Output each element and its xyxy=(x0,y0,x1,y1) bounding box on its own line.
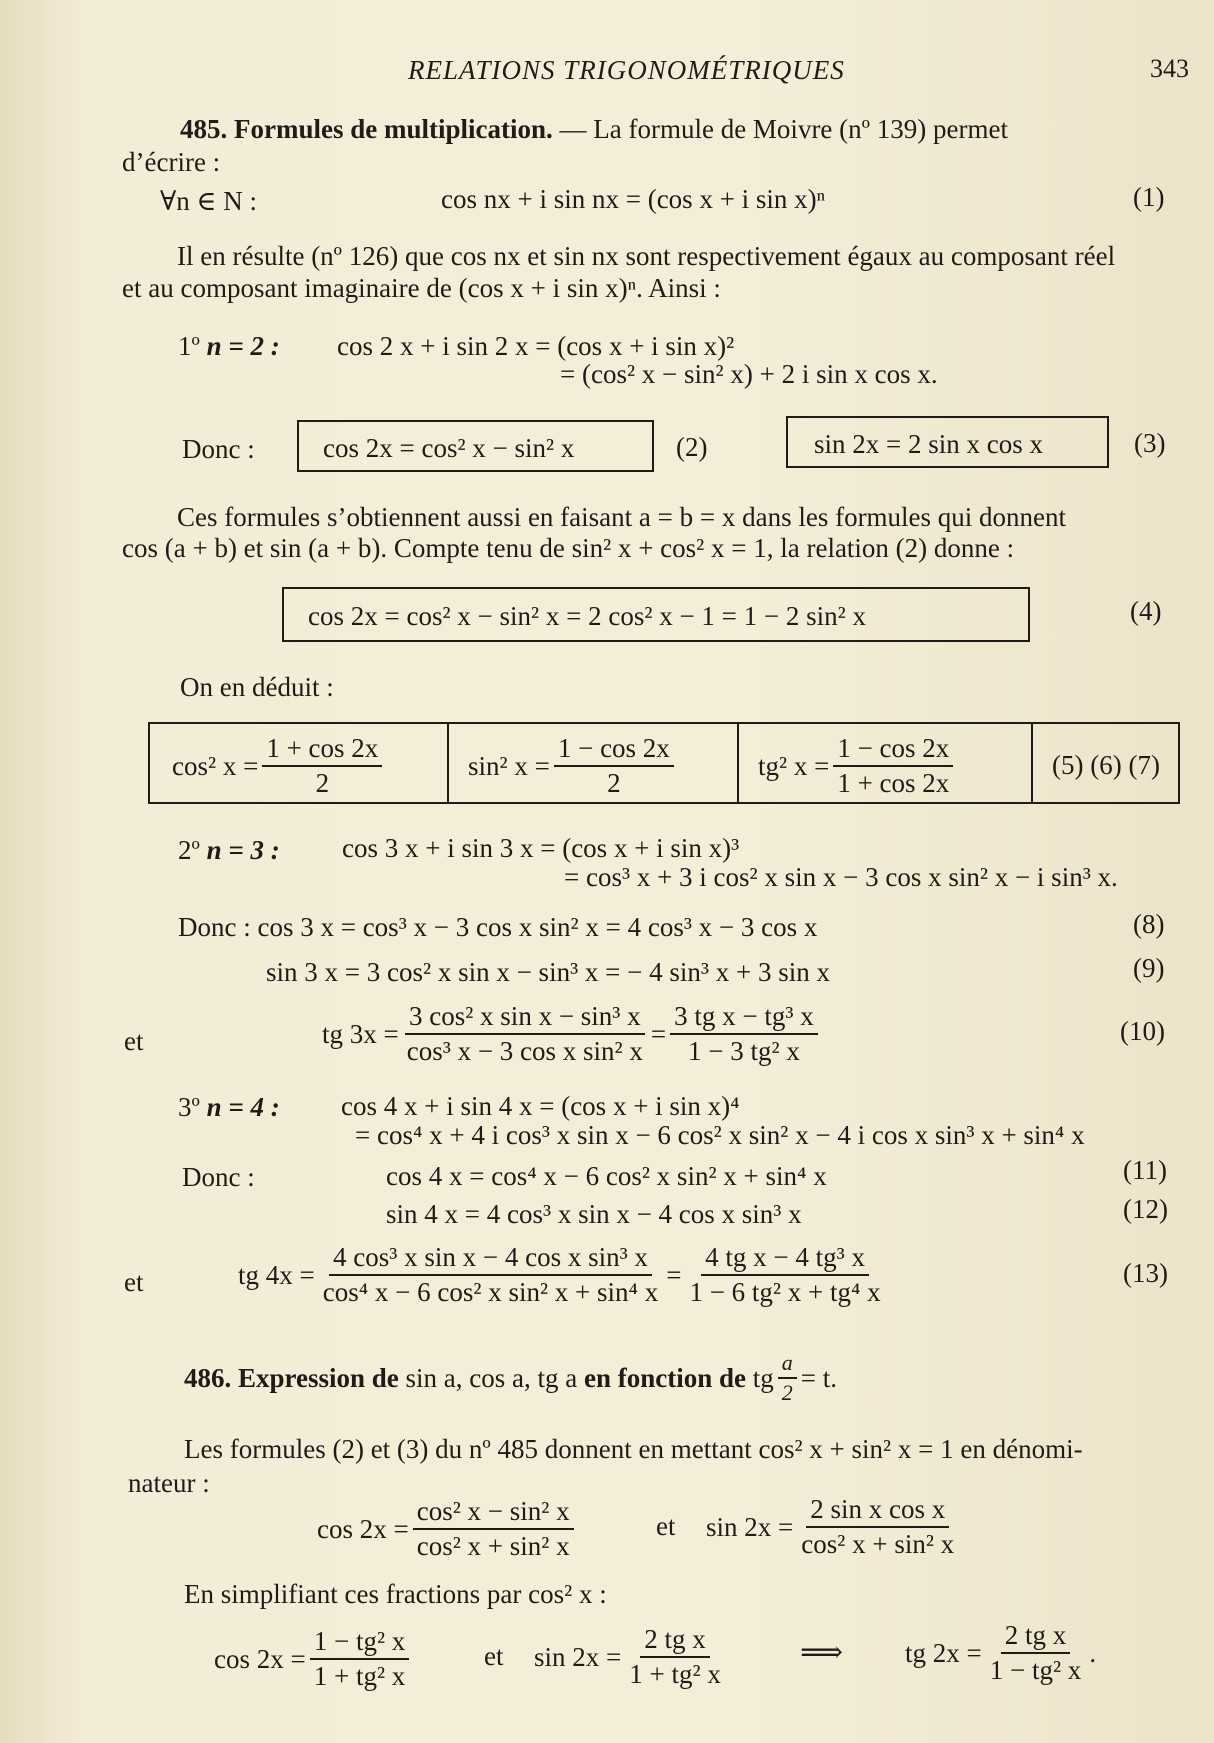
moivre-formula: cos nx + i sin nx = (cos x + i sin x)ⁿ xyxy=(441,184,826,214)
formula-13 xyxy=(238,1242,889,1308)
formula-6-fraction xyxy=(554,735,674,797)
fraction xyxy=(625,1626,725,1688)
n2-line-1: cos 2 x + i sin 2 x = (cos x + i sin x)² xyxy=(337,331,735,361)
denominator: 1 + tg² x xyxy=(313,1661,406,1691)
formula-5 xyxy=(172,733,386,798)
formula-11: cos 4 x = cos⁴ x − 6 cos² x sin² x + sin⁴ x xyxy=(386,1161,827,1191)
denominator: 1 − tg² x xyxy=(989,1655,1082,1685)
numerator: 1 + cos 2x xyxy=(262,735,382,767)
fraction xyxy=(797,1496,958,1558)
denominator: cos² x + sin² x xyxy=(416,1531,570,1561)
formula-box-2 xyxy=(297,420,654,472)
equals-sign: = xyxy=(650,1018,667,1049)
n4-line-2: = cos⁴ x + 4 i cos³ x sin x − 6 cos² x sin² x − 4 i cos x sin³ x + sin⁴ x xyxy=(355,1120,1085,1150)
case-n2-label xyxy=(178,333,280,360)
denominator: 1 − 6 tg² x + tg⁴ x xyxy=(689,1277,881,1307)
denominator: 2 xyxy=(781,1380,793,1405)
formula-8: Donc : cos 3 x = cos³ x − 3 cos x sin² x = 4 cos³ x − 3 cos x xyxy=(178,912,818,942)
formula-box-5-6-7 xyxy=(148,722,1180,804)
equation-number-4: (4) xyxy=(1130,596,1162,626)
paragraph-1-line-1: Il en résulte (nº 126) que cos nx et sin nx sont respectivement égaux au composant réel xyxy=(177,241,1116,271)
denominator: cos⁴ x − 6 cos² x sin² x + sin⁴ x xyxy=(322,1277,659,1307)
simplify-text: En simplifiant ces fractions par cos² x : xyxy=(184,1579,607,1609)
numerator: 4 cos³ x sin x − 4 cos x sin³ x xyxy=(329,1244,652,1276)
et-label-4: et xyxy=(484,1641,504,1671)
numerator: 4 tg x − 4 tg³ x xyxy=(701,1244,869,1276)
n3-line-2: = cos³ x + 3 i cos² x sin x − 3 cos x sin² x − i sin³ x. xyxy=(564,862,1118,892)
case-n-value: n = 3 : xyxy=(206,835,280,865)
formula-box-3 xyxy=(786,416,1109,468)
formula-6 xyxy=(468,733,678,798)
formula-7-fraction xyxy=(833,735,953,797)
n3-line-1: cos 3 x + i sin 3 x = (cos x + i sin x)³ xyxy=(342,833,740,863)
numerator: 3 tg x − tg³ x xyxy=(670,1003,818,1035)
section-number: 486. xyxy=(184,1362,232,1393)
lhs: cos 2x = xyxy=(317,1513,409,1544)
case-number: 2º xyxy=(178,835,200,865)
half-a-fraction xyxy=(778,1352,797,1404)
paragraph-1-line-2: et au composant imaginaire de (cos x + i sin x)ⁿ. Ainsi : xyxy=(122,273,721,303)
numerator: 1 − cos 2x xyxy=(833,735,953,767)
intro-text: — La formule de Moivre (nº 139) permet xyxy=(559,114,1008,144)
period: . xyxy=(1089,1637,1097,1668)
formula-13-fraction-2 xyxy=(685,1244,884,1306)
fraction xyxy=(986,1622,1086,1684)
donc-label: Donc : xyxy=(182,434,255,464)
case-number: 3º xyxy=(178,1092,200,1122)
donc-label-2: Donc : xyxy=(182,1162,255,1192)
numerator: 2 tg x xyxy=(1001,1622,1071,1654)
equation-number-9: (9) xyxy=(1133,953,1165,983)
denominator: 2 xyxy=(607,768,621,798)
cos-2x-tan-formula xyxy=(214,1626,413,1692)
formula-7-lhs: tg² x = xyxy=(758,750,830,781)
equation-number-12: (12) xyxy=(1123,1194,1168,1224)
section-title-part: Expression de xyxy=(238,1362,399,1393)
case-n3-label xyxy=(178,837,280,864)
lhs: sin 2x = xyxy=(534,1641,622,1672)
equation-number-3: (3) xyxy=(1134,428,1166,458)
486-paragraph-line-2: nateur : xyxy=(128,1468,210,1498)
tg-2x-formula xyxy=(905,1620,1096,1686)
box-divider xyxy=(447,724,449,802)
equation-number-1: (1) xyxy=(1133,182,1165,212)
denominator: 1 − 3 tg² x xyxy=(688,1036,800,1066)
case-number: 1º xyxy=(178,331,200,361)
lhs: cos 2x = xyxy=(214,1643,306,1674)
section-title-part: = t. xyxy=(800,1362,837,1393)
denominator: cos³ x − 3 cos x sin² x xyxy=(406,1036,643,1066)
formula-13-lhs: tg 4x = xyxy=(238,1259,315,1290)
equation-number-13: (13) xyxy=(1123,1258,1168,1288)
formula-13-fraction-1 xyxy=(319,1244,662,1306)
formula-10-fraction-2 xyxy=(670,1003,818,1065)
n4-line-1: cos 4 x + i sin 4 x = (cos x + i sin x)⁴ xyxy=(341,1091,740,1121)
formula-7 xyxy=(758,733,957,798)
case-n-value: n = 4 : xyxy=(206,1092,280,1122)
numerator: 1 − tg² x xyxy=(310,1628,410,1660)
fraction xyxy=(310,1628,410,1690)
et-label-3: et xyxy=(656,1511,676,1541)
case-n4-label xyxy=(178,1094,280,1121)
formula-10-fraction-1 xyxy=(403,1003,647,1065)
section-number: 485. xyxy=(180,114,228,144)
equation-number-5-6-7: (5) (6) (7) xyxy=(1052,750,1160,780)
lhs: sin 2x = xyxy=(706,1511,794,1542)
denominator: 1 + cos 2x xyxy=(837,768,950,798)
formula-10-lhs: tg 3x = xyxy=(322,1018,399,1049)
numerator: 1 − cos 2x xyxy=(554,735,674,767)
paragraph-2-line-1: Ces formules s’obtiennent aussi en faisant a = b = x dans les formules qui donnent xyxy=(177,502,1067,532)
section-title: Formules de multiplication. xyxy=(234,114,553,144)
formula-3: sin 2x = 2 sin x cos x xyxy=(814,429,1043,459)
equation-number-8: (8) xyxy=(1133,909,1165,939)
formula-5-fraction xyxy=(262,735,382,797)
numerator: cos² x − sin² x xyxy=(413,1498,574,1530)
formula-6-lhs: sin² x = xyxy=(468,750,550,781)
denominator: 2 xyxy=(315,768,330,798)
box-divider xyxy=(1031,724,1033,802)
implies-arrow: ⟹ xyxy=(800,1636,844,1669)
paragraph-2-line-2: cos (a + b) et sin (a + b). Compte tenu de sin² x + cos² x = 1, la relation (2) donne : xyxy=(122,533,1015,563)
formula-4: cos 2x = cos² x − sin² x = 2 cos² x − 1 = 1 − 2 sin² x xyxy=(308,601,866,631)
formula-12: sin 4 x = 4 cos³ x sin x − 4 cos x sin³ x xyxy=(386,1199,802,1229)
numerator: 2 sin x cos x xyxy=(806,1496,949,1528)
formula-box-4 xyxy=(282,587,1030,642)
on-en-deduit: On en déduit : xyxy=(180,672,334,702)
box-divider xyxy=(737,724,739,802)
page-number: 343 xyxy=(1150,54,1189,83)
sin-2x-quotient xyxy=(706,1494,962,1560)
section-485-heading xyxy=(180,116,1008,143)
formula-5-lhs: cos² x = xyxy=(172,750,259,781)
section-title-part: tg xyxy=(752,1362,774,1393)
equation-number-10: (10) xyxy=(1120,1016,1165,1046)
section-title-part: sin a, cos a, tg a xyxy=(405,1362,578,1393)
n2-line-2: = (cos² x − sin² x) + 2 i sin x cos x. xyxy=(560,359,938,389)
denominator: cos² x + sin² x xyxy=(801,1529,955,1559)
section-486-heading xyxy=(184,1350,837,1405)
et-label-2: et xyxy=(124,1267,144,1297)
numerator: 2 tg x xyxy=(640,1626,710,1658)
numerator: a xyxy=(778,1352,797,1379)
forall-n: ∀n ∈ N : xyxy=(160,186,258,216)
formula-10 xyxy=(322,1001,822,1067)
running-title: RELATIONS TRIGONOMÉTRIQUES xyxy=(408,55,845,85)
case-n-value: n = 2 : xyxy=(206,331,280,361)
numerator: 3 cos² x sin x − sin³ x xyxy=(405,1003,645,1035)
lhs: tg 2x = xyxy=(905,1637,982,1668)
cos-2x-quotient xyxy=(317,1496,578,1562)
intro-line-2: d’écrire : xyxy=(122,147,221,177)
equation-number-2: (2) xyxy=(676,432,708,462)
486-paragraph-line-1: Les formules (2) et (3) du nº 485 donnent en mettant cos² x + sin² x = 1 en dénomi- xyxy=(184,1434,1083,1464)
section-title-part: en fonction de xyxy=(584,1362,746,1393)
formula-9: sin 3 x = 3 cos² x sin x − sin³ x = − 4 sin³ x + 3 sin x xyxy=(266,957,830,987)
fraction xyxy=(413,1498,574,1560)
formula-2: cos 2x = cos² x − sin² x xyxy=(323,433,575,463)
et-label: et xyxy=(124,1026,144,1056)
denominator: 1 + tg² x xyxy=(629,1659,721,1689)
equation-number-11: (11) xyxy=(1123,1155,1167,1185)
sin-2x-tan-formula xyxy=(534,1624,729,1690)
equals-sign: = xyxy=(666,1259,682,1290)
